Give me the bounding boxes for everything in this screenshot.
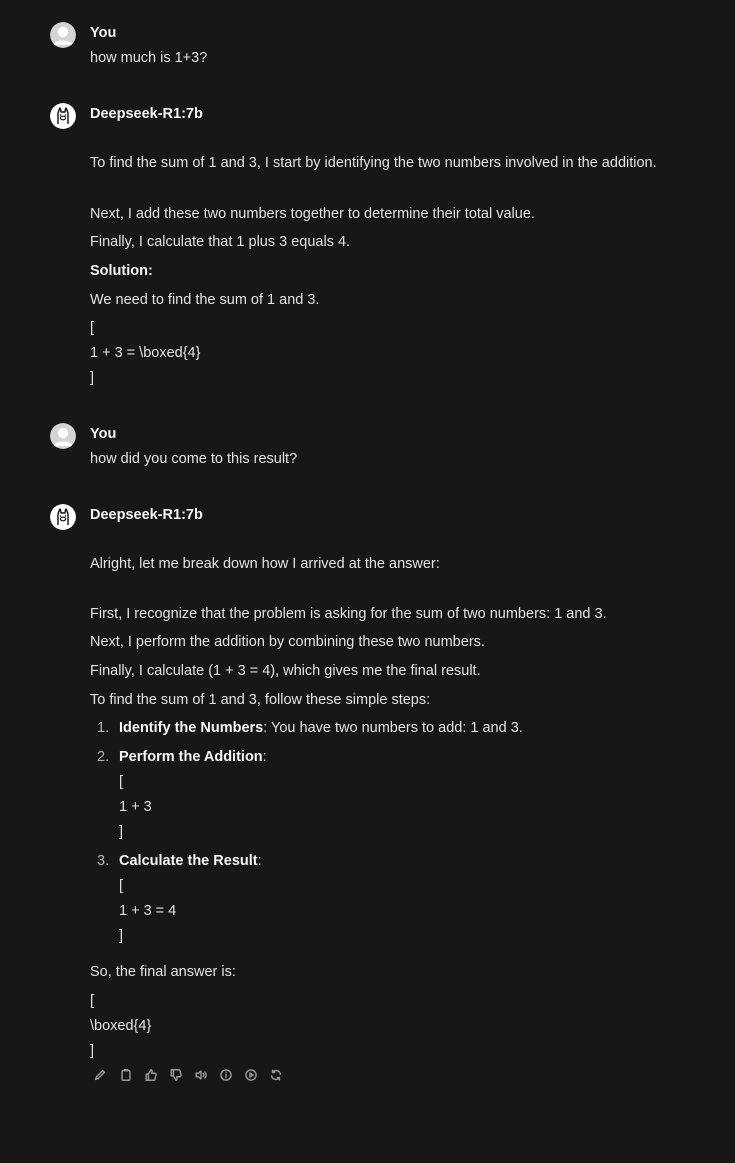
equation: 1 + 3 <box>119 799 152 815</box>
sender-name: Deepseek-R1:7b <box>90 507 203 523</box>
message-paragraph: Next, I perform the addition by combining these two numbers. <box>90 634 485 650</box>
info-icon <box>219 1068 233 1082</box>
sender-name: You <box>90 426 117 442</box>
bracket-open: [ <box>90 993 95 1009</box>
model-avatar <box>50 504 76 530</box>
bracket-close: ] <box>90 1043 95 1059</box>
bracket-open: [ <box>119 878 124 894</box>
step-title: Calculate the Result <box>119 853 258 869</box>
user-avatar <box>50 423 76 449</box>
message-user-1 <box>50 22 690 72</box>
solution-heading: Solution: <box>90 263 153 279</box>
bracket-close: ] <box>90 370 95 386</box>
message-text: how much is 1+3? <box>90 50 208 66</box>
step-text: : <box>257 853 262 869</box>
bracket-open: [ <box>119 774 124 790</box>
equation: 1 + 3 = \boxed{4} <box>90 345 201 361</box>
step-text: : You have two numbers to add: 1 and 3. <box>263 720 523 736</box>
message-assistant-1 <box>50 103 690 393</box>
step-text: : <box>262 749 267 765</box>
user-avatar-icon <box>50 22 76 48</box>
copy-button[interactable] <box>117 1066 135 1084</box>
step-title: Perform the Addition <box>119 749 263 765</box>
model-avatar <box>50 103 76 129</box>
step-title: Identify the Numbers <box>119 720 264 736</box>
bad-response-button[interactable] <box>167 1066 185 1084</box>
copy-icon <box>119 1068 133 1082</box>
message-paragraph: Alright, let me break down how I arrived at the answer: <box>90 556 440 572</box>
list-number: 1. <box>97 720 110 736</box>
message-user-2 <box>50 423 690 473</box>
message-text: how did you come to this result? <box>90 451 298 467</box>
edit-icon <box>93 1068 107 1082</box>
bracket-close: ] <box>119 928 124 944</box>
bracket-close: ] <box>119 824 124 840</box>
good-response-button[interactable] <box>142 1066 160 1084</box>
message-paragraph: Next, I add these two numbers together to determine their total value. <box>90 206 535 222</box>
message-paragraph: Finally, I calculate (1 + 3 = 4), which gives me the final result. <box>90 663 481 679</box>
list-number: 2. <box>97 749 110 765</box>
thumbs-up-icon <box>144 1068 158 1082</box>
message-paragraph: Finally, I calculate that 1 plus 3 equals 4. <box>90 234 351 250</box>
message-paragraph: So, the final answer is: <box>90 964 236 980</box>
llama-icon <box>50 504 76 530</box>
list-item <box>119 747 267 767</box>
message-paragraph: To find the sum of 1 and 3, I start by identifying the two numbers involved in the addition. <box>90 155 657 171</box>
list-item <box>119 718 523 738</box>
thumbs-down-icon <box>169 1068 183 1082</box>
sender-name: You <box>90 25 117 41</box>
regenerate-icon <box>269 1068 283 1082</box>
user-avatar <box>50 22 76 48</box>
read-aloud-button[interactable] <box>192 1066 210 1084</box>
edit-button[interactable] <box>91 1066 109 1084</box>
generation-info-button[interactable] <box>217 1066 235 1084</box>
continue-icon <box>244 1068 258 1082</box>
message-paragraph: We need to find the sum of 1 and 3. <box>90 292 320 308</box>
read-aloud-icon <box>194 1068 208 1082</box>
equation: \boxed{4} <box>90 1018 152 1034</box>
message-assistant-2 <box>50 504 690 1064</box>
bracket-open: [ <box>90 320 95 336</box>
sender-name: Deepseek-R1:7b <box>90 106 203 122</box>
user-avatar-icon <box>50 423 76 449</box>
equation: 1 + 3 = 4 <box>119 903 177 919</box>
list-number: 3. <box>97 853 110 869</box>
regenerate-button[interactable] <box>267 1066 285 1084</box>
list-item <box>119 851 262 871</box>
message-paragraph: To find the sum of 1 and 3, follow these simple steps: <box>90 692 431 708</box>
message-paragraph: First, I recognize that the problem is asking for the sum of two numbers: 1 and 3. <box>90 606 607 622</box>
llama-icon <box>50 103 76 129</box>
continue-button[interactable] <box>242 1066 260 1084</box>
